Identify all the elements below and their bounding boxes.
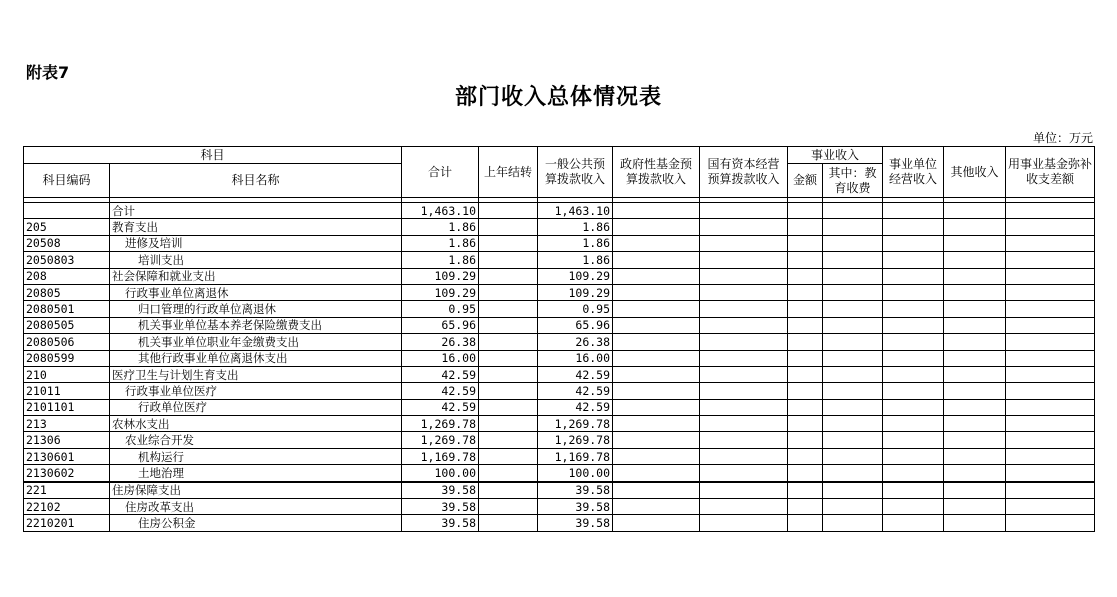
cell-other xyxy=(944,465,1006,482)
header-business-income: 事业收入 xyxy=(788,147,883,164)
cell-other xyxy=(944,383,1006,399)
cell-edu xyxy=(823,284,883,300)
header-gov-fund: 政府性基金预算拨款收入 xyxy=(613,147,700,198)
cell-fund xyxy=(1006,268,1095,284)
cell-code: 20508 xyxy=(24,235,110,251)
cell-amount xyxy=(788,399,823,415)
cell-general: 1,269.78 xyxy=(538,432,613,448)
cell-total: 42.59 xyxy=(402,383,479,399)
cell-other xyxy=(944,235,1006,251)
cell-edu xyxy=(823,235,883,251)
cell-fund xyxy=(1006,235,1095,251)
header-subject-code: 科目编码 xyxy=(24,164,110,198)
header-prior-year-balance: 上年结转 xyxy=(479,147,538,198)
table-row xyxy=(24,465,1095,482)
cell-other xyxy=(944,301,1006,317)
cell-prior xyxy=(479,284,538,300)
cell-general: 16.00 xyxy=(538,350,613,366)
cell-other xyxy=(944,334,1006,350)
cell-gov xyxy=(613,235,700,251)
cell-fund xyxy=(1006,465,1095,482)
cell-state xyxy=(700,416,788,432)
cell-state xyxy=(700,448,788,464)
cell-other xyxy=(944,203,1006,219)
cell-state xyxy=(700,219,788,235)
cell-fund xyxy=(1006,301,1095,317)
cell-total: 1,269.78 xyxy=(402,416,479,432)
cell-gov xyxy=(613,383,700,399)
cell-prior xyxy=(479,465,538,482)
cell-amount xyxy=(788,268,823,284)
cell-prior xyxy=(479,366,538,382)
cell-code: 2130601 xyxy=(24,448,110,464)
cell-prior xyxy=(479,416,538,432)
cell-state xyxy=(700,334,788,350)
cell-gov xyxy=(613,268,700,284)
cell-edu xyxy=(823,350,883,366)
cell-fund xyxy=(1006,350,1095,366)
cell-oper xyxy=(883,317,944,333)
cell-amount xyxy=(788,383,823,399)
table-row xyxy=(24,350,1095,366)
cell-general: 1,463.10 xyxy=(538,203,613,219)
table-row xyxy=(24,317,1095,333)
cell-edu xyxy=(823,366,883,382)
cell-state xyxy=(700,515,788,531)
cell-oper xyxy=(883,416,944,432)
cell-gov xyxy=(613,350,700,366)
header-subject: 科目 xyxy=(24,147,402,164)
cell-total: 26.38 xyxy=(402,334,479,350)
cell-general: 100.00 xyxy=(538,465,613,482)
cell-prior xyxy=(479,334,538,350)
cell-other xyxy=(944,432,1006,448)
cell-total: 1,463.10 xyxy=(402,203,479,219)
cell-state xyxy=(700,252,788,268)
cell-code: 205 xyxy=(24,219,110,235)
cell-code: 221 xyxy=(24,482,110,499)
cell-code: 20805 xyxy=(24,284,110,300)
cell-edu xyxy=(823,219,883,235)
cell-other xyxy=(944,252,1006,268)
attachment-label: 附表7 xyxy=(26,63,70,82)
cell-gov xyxy=(613,416,700,432)
cell-prior xyxy=(479,317,538,333)
cell-prior xyxy=(479,432,538,448)
cell-oper xyxy=(883,432,944,448)
cell-oper xyxy=(883,515,944,531)
cell-other xyxy=(944,448,1006,464)
cell-total: 16.00 xyxy=(402,350,479,366)
cell-state xyxy=(700,482,788,499)
table-row xyxy=(24,432,1095,448)
cell-other xyxy=(944,399,1006,415)
cell-oper xyxy=(883,465,944,482)
cell-other xyxy=(944,515,1006,531)
cell-total: 0.95 xyxy=(402,301,479,317)
table-row xyxy=(24,301,1095,317)
cell-fund xyxy=(1006,219,1095,235)
cell-code: 2050803 xyxy=(24,252,110,268)
cell-name: 土地治理 xyxy=(110,465,402,482)
cell-name: 行政事业单位医疗 xyxy=(110,383,402,399)
cell-fund xyxy=(1006,334,1095,350)
table-row xyxy=(24,515,1095,531)
table-row xyxy=(24,448,1095,464)
cell-general: 39.58 xyxy=(538,482,613,499)
cell-general: 0.95 xyxy=(538,301,613,317)
cell-state xyxy=(700,399,788,415)
cell-gov xyxy=(613,432,700,448)
cell-code: 22102 xyxy=(24,499,110,515)
cell-code: 2080599 xyxy=(24,350,110,366)
cell-other xyxy=(944,482,1006,499)
cell-gov xyxy=(613,465,700,482)
cell-edu xyxy=(823,399,883,415)
cell-prior xyxy=(479,203,538,219)
cell-name: 医疗卫生与计划生育支出 xyxy=(110,366,402,382)
cell-name: 农林水支出 xyxy=(110,416,402,432)
header-amount: 金额 xyxy=(788,164,823,198)
table-row xyxy=(24,268,1095,284)
cell-name: 归口管理的行政单位离退休 xyxy=(110,301,402,317)
cell-oper xyxy=(883,482,944,499)
cell-code: 2080505 xyxy=(24,317,110,333)
cell-name: 其他行政事业单位离退休支出 xyxy=(110,350,402,366)
header-fund-balance: 用事业基金弥补收支差额 xyxy=(1006,147,1095,198)
cell-total: 100.00 xyxy=(402,465,479,482)
header-of-which-edu: 其中：教育收费 xyxy=(823,164,883,198)
cell-amount xyxy=(788,416,823,432)
cell-amount xyxy=(788,301,823,317)
cell-edu xyxy=(823,383,883,399)
cell-fund xyxy=(1006,515,1095,531)
cell-state xyxy=(700,350,788,366)
table-row xyxy=(24,252,1095,268)
cell-oper xyxy=(883,366,944,382)
cell-general: 42.59 xyxy=(538,366,613,382)
cell-name: 机构运行 xyxy=(110,448,402,464)
cell-general: 109.29 xyxy=(538,284,613,300)
cell-gov xyxy=(613,219,700,235)
cell-total: 39.58 xyxy=(402,482,479,499)
cell-other xyxy=(944,219,1006,235)
cell-edu xyxy=(823,499,883,515)
header-subject-name: 科目名称 xyxy=(110,164,402,198)
cell-state xyxy=(700,235,788,251)
cell-general: 42.59 xyxy=(538,383,613,399)
cell-oper xyxy=(883,252,944,268)
cell-edu xyxy=(823,317,883,333)
cell-fund xyxy=(1006,252,1095,268)
cell-total: 109.29 xyxy=(402,284,479,300)
cell-prior xyxy=(479,383,538,399)
cell-edu xyxy=(823,252,883,268)
cell-prior xyxy=(479,448,538,464)
cell-prior xyxy=(479,252,538,268)
cell-oper xyxy=(883,268,944,284)
cell-oper xyxy=(883,399,944,415)
table-body xyxy=(24,198,1095,532)
cell-code: 21011 xyxy=(24,383,110,399)
cell-edu xyxy=(823,448,883,464)
cell-fund xyxy=(1006,432,1095,448)
cell-amount xyxy=(788,284,823,300)
cell-fund xyxy=(1006,499,1095,515)
cell-gov xyxy=(613,515,700,531)
cell-edu xyxy=(823,334,883,350)
cell-general: 65.96 xyxy=(538,317,613,333)
header-general-budget: 一般公共预算拨款收入 xyxy=(538,147,613,198)
cell-other xyxy=(944,284,1006,300)
cell-general: 39.58 xyxy=(538,499,613,515)
cell-amount xyxy=(788,432,823,448)
cell-fund xyxy=(1006,203,1095,219)
cell-oper xyxy=(883,448,944,464)
cell-state xyxy=(700,499,788,515)
cell-amount xyxy=(788,465,823,482)
cell-total: 109.29 xyxy=(402,268,479,284)
table-row xyxy=(24,219,1095,235)
cell-edu xyxy=(823,432,883,448)
cell-state xyxy=(700,301,788,317)
cell-name: 教育支出 xyxy=(110,219,402,235)
cell-name: 行政单位医疗 xyxy=(110,399,402,415)
income-table xyxy=(23,146,1095,532)
cell-amount xyxy=(788,482,823,499)
cell-state xyxy=(700,317,788,333)
cell-prior xyxy=(479,482,538,499)
table-row xyxy=(24,416,1095,432)
table-row xyxy=(24,334,1095,350)
cell-total: 1.86 xyxy=(402,252,479,268)
cell-general: 1.86 xyxy=(538,252,613,268)
cell-general: 26.38 xyxy=(538,334,613,350)
cell-code: 2101101 xyxy=(24,399,110,415)
cell-total: 1,269.78 xyxy=(402,432,479,448)
cell-amount xyxy=(788,515,823,531)
cell-amount xyxy=(788,235,823,251)
table-row xyxy=(24,366,1095,382)
cell-state xyxy=(700,465,788,482)
cell-oper xyxy=(883,203,944,219)
cell-amount xyxy=(788,350,823,366)
cell-total: 42.59 xyxy=(402,366,479,382)
cell-amount xyxy=(788,334,823,350)
cell-total: 39.58 xyxy=(402,499,479,515)
cell-code xyxy=(24,203,110,219)
cell-state xyxy=(700,432,788,448)
cell-name: 机关事业单位基本养老保险缴费支出 xyxy=(110,317,402,333)
cell-code: 2130602 xyxy=(24,465,110,482)
cell-code: 2080501 xyxy=(24,301,110,317)
cell-prior xyxy=(479,301,538,317)
cell-code: 213 xyxy=(24,416,110,432)
cell-gov xyxy=(613,284,700,300)
cell-gov xyxy=(613,499,700,515)
cell-oper xyxy=(883,235,944,251)
header-state-capital: 国有资本经营预算拨款收入 xyxy=(700,147,788,198)
cell-oper xyxy=(883,334,944,350)
cell-total: 1,169.78 xyxy=(402,448,479,464)
cell-state xyxy=(700,284,788,300)
cell-name: 农业综合开发 xyxy=(110,432,402,448)
cell-oper xyxy=(883,301,944,317)
cell-other xyxy=(944,268,1006,284)
cell-amount xyxy=(788,366,823,382)
cell-prior xyxy=(479,235,538,251)
cell-name: 机关事业单位职业年金缴费支出 xyxy=(110,334,402,350)
cell-gov xyxy=(613,252,700,268)
cell-gov xyxy=(613,448,700,464)
cell-name: 培训支出 xyxy=(110,252,402,268)
cell-state xyxy=(700,268,788,284)
cell-edu xyxy=(823,301,883,317)
header-other-income: 其他收入 xyxy=(944,147,1006,198)
table-row xyxy=(24,203,1095,219)
cell-general: 1.86 xyxy=(538,219,613,235)
cell-code: 2080506 xyxy=(24,334,110,350)
cell-amount xyxy=(788,203,823,219)
cell-oper xyxy=(883,350,944,366)
cell-general: 39.58 xyxy=(538,515,613,531)
cell-fund xyxy=(1006,366,1095,382)
cell-fund xyxy=(1006,399,1095,415)
cell-total: 42.59 xyxy=(402,399,479,415)
cell-edu xyxy=(823,515,883,531)
cell-state xyxy=(700,203,788,219)
cell-prior xyxy=(479,399,538,415)
table-row xyxy=(24,383,1095,399)
cell-general: 1,169.78 xyxy=(538,448,613,464)
cell-amount xyxy=(788,448,823,464)
cell-prior xyxy=(479,350,538,366)
table-row xyxy=(24,399,1095,415)
cell-gov xyxy=(613,334,700,350)
cell-code: 21306 xyxy=(24,432,110,448)
cell-edu xyxy=(823,465,883,482)
cell-amount xyxy=(788,252,823,268)
cell-other xyxy=(944,416,1006,432)
cell-oper xyxy=(883,383,944,399)
cell-oper xyxy=(883,219,944,235)
cell-prior xyxy=(479,219,538,235)
cell-edu xyxy=(823,416,883,432)
cell-prior xyxy=(479,515,538,531)
cell-total: 39.58 xyxy=(402,515,479,531)
cell-total: 1.86 xyxy=(402,235,479,251)
cell-name: 合计 xyxy=(110,203,402,219)
table-row xyxy=(24,482,1095,499)
page-title: 部门收入总体情况表 xyxy=(454,85,662,110)
cell-state xyxy=(700,366,788,382)
cell-fund xyxy=(1006,482,1095,499)
header-total: 合计 xyxy=(402,147,479,198)
cell-code: 208 xyxy=(24,268,110,284)
cell-other xyxy=(944,366,1006,382)
cell-state xyxy=(700,383,788,399)
cell-general: 1.86 xyxy=(538,235,613,251)
cell-gov xyxy=(613,203,700,219)
cell-name: 住房改革支出 xyxy=(110,499,402,515)
cell-name: 社会保障和就业支出 xyxy=(110,268,402,284)
cell-gov xyxy=(613,366,700,382)
cell-name: 住房公积金 xyxy=(110,515,402,531)
cell-gov xyxy=(613,317,700,333)
cell-amount xyxy=(788,317,823,333)
cell-edu xyxy=(823,268,883,284)
header-operating-income: 事业单位经营收入 xyxy=(883,147,944,198)
cell-general: 1,269.78 xyxy=(538,416,613,432)
cell-fund xyxy=(1006,448,1095,464)
cell-gov xyxy=(613,301,700,317)
cell-edu xyxy=(823,482,883,499)
cell-other xyxy=(944,499,1006,515)
cell-fund xyxy=(1006,416,1095,432)
cell-code: 210 xyxy=(24,366,110,382)
table-row xyxy=(24,499,1095,515)
cell-name: 进修及培训 xyxy=(110,235,402,251)
table-row xyxy=(24,235,1095,251)
cell-amount xyxy=(788,499,823,515)
cell-amount xyxy=(788,219,823,235)
cell-fund xyxy=(1006,284,1095,300)
cell-fund xyxy=(1006,317,1095,333)
cell-oper xyxy=(883,499,944,515)
cell-edu xyxy=(823,203,883,219)
cell-fund xyxy=(1006,383,1095,399)
cell-general: 42.59 xyxy=(538,399,613,415)
cell-gov xyxy=(613,399,700,415)
table-row xyxy=(24,284,1095,300)
cell-total: 65.96 xyxy=(402,317,479,333)
cell-name: 住房保障支出 xyxy=(110,482,402,499)
cell-total: 1.86 xyxy=(402,219,479,235)
cell-prior xyxy=(479,268,538,284)
unit-label: 单位：万元 xyxy=(1032,131,1093,145)
cell-prior xyxy=(479,499,538,515)
cell-general: 109.29 xyxy=(538,268,613,284)
cell-gov xyxy=(613,482,700,499)
cell-other xyxy=(944,317,1006,333)
cell-oper xyxy=(883,284,944,300)
cell-code: 2210201 xyxy=(24,515,110,531)
cell-name: 行政事业单位离退休 xyxy=(110,284,402,300)
cell-other xyxy=(944,350,1006,366)
